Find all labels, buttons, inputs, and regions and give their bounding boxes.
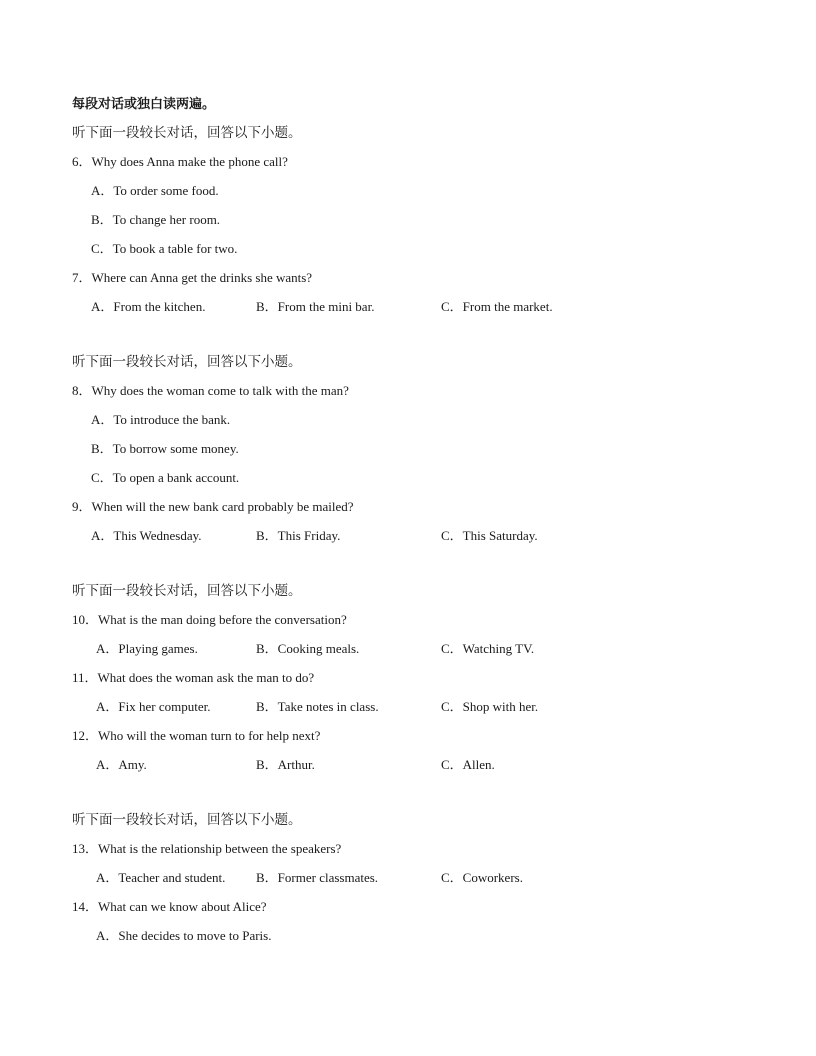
section-title: 听下面一段较长对话，回答以下小题。 bbox=[72, 583, 302, 598]
answer-option-a[interactable]: A．To introduce the bank. bbox=[91, 412, 231, 427]
answer-option-c[interactable]: C．To book a table for two. bbox=[91, 241, 238, 256]
answer-option-c[interactable]: C．Allen. bbox=[441, 757, 495, 772]
answer-option-a[interactable]: A．From the kitchen. bbox=[91, 299, 206, 314]
answer-option-c[interactable]: C．Coworkers. bbox=[441, 870, 523, 885]
answer-option-a[interactable]: A．She decides to move to Paris. bbox=[96, 928, 272, 943]
answer-option-a[interactable]: A．This Wednesday. bbox=[91, 528, 202, 543]
answer-option-b[interactable]: B．Cooking meals. bbox=[256, 641, 360, 656]
answer-option-c[interactable]: C．To open a bank account. bbox=[91, 470, 240, 485]
answer-option-a[interactable]: A．Playing games. bbox=[96, 641, 198, 656]
question-stem: 13．What is the relationship between the speakers? bbox=[72, 841, 342, 856]
answer-option-a[interactable]: A．Fix her computer. bbox=[96, 699, 211, 714]
instruction-line: 每段对话或独白读两遍。 bbox=[72, 96, 216, 111]
answer-option-a[interactable]: A．Amy. bbox=[96, 757, 147, 772]
question-stem: 10．What is the man doing before the conversation? bbox=[72, 612, 347, 627]
answer-option-b[interactable]: B．This Friday. bbox=[256, 528, 341, 543]
question-stem: 11．What does the woman ask the man to do? bbox=[72, 670, 315, 685]
question-stem: 14．What can we know about Alice? bbox=[72, 899, 267, 914]
question-stem: 7．Where can Anna get the drinks she wants? bbox=[72, 270, 313, 285]
answer-option-b[interactable]: B．Arthur. bbox=[256, 757, 315, 772]
answer-option-a[interactable]: A．Teacher and student. bbox=[96, 870, 226, 885]
section-title: 听下面一段较长对话，回答以下小题。 bbox=[72, 354, 302, 369]
answer-option-c[interactable]: C．Shop with her. bbox=[441, 699, 539, 714]
question-stem: 9．When will the new bank card probably be mailed? bbox=[72, 499, 354, 514]
question-stem: 12．Who will the woman turn to for help next? bbox=[72, 728, 321, 743]
section-title: 听下面一段较长对话，回答以下小题。 bbox=[72, 812, 302, 827]
answer-option-b[interactable]: B．To change her room. bbox=[91, 212, 221, 227]
answer-option-c[interactable]: C．From the market. bbox=[441, 299, 553, 314]
answer-option-a[interactable]: A．To order some food. bbox=[91, 183, 219, 198]
answer-option-b[interactable]: B．To borrow some money. bbox=[91, 441, 239, 456]
question-stem: 6．Why does Anna make the phone call? bbox=[72, 154, 288, 169]
answer-option-b[interactable]: B．From the mini bar. bbox=[256, 299, 375, 314]
answer-option-b[interactable]: B．Take notes in class. bbox=[256, 699, 379, 714]
section-title: 听下面一段较长对话，回答以下小题。 bbox=[72, 125, 302, 140]
answer-option-b[interactable]: B．Former classmates. bbox=[256, 870, 379, 885]
answer-option-c[interactable]: C．Watching TV. bbox=[441, 641, 535, 656]
question-stem: 8．Why does the woman come to talk with the man? bbox=[72, 383, 349, 398]
answer-option-c[interactable]: C．This Saturday. bbox=[441, 528, 538, 543]
